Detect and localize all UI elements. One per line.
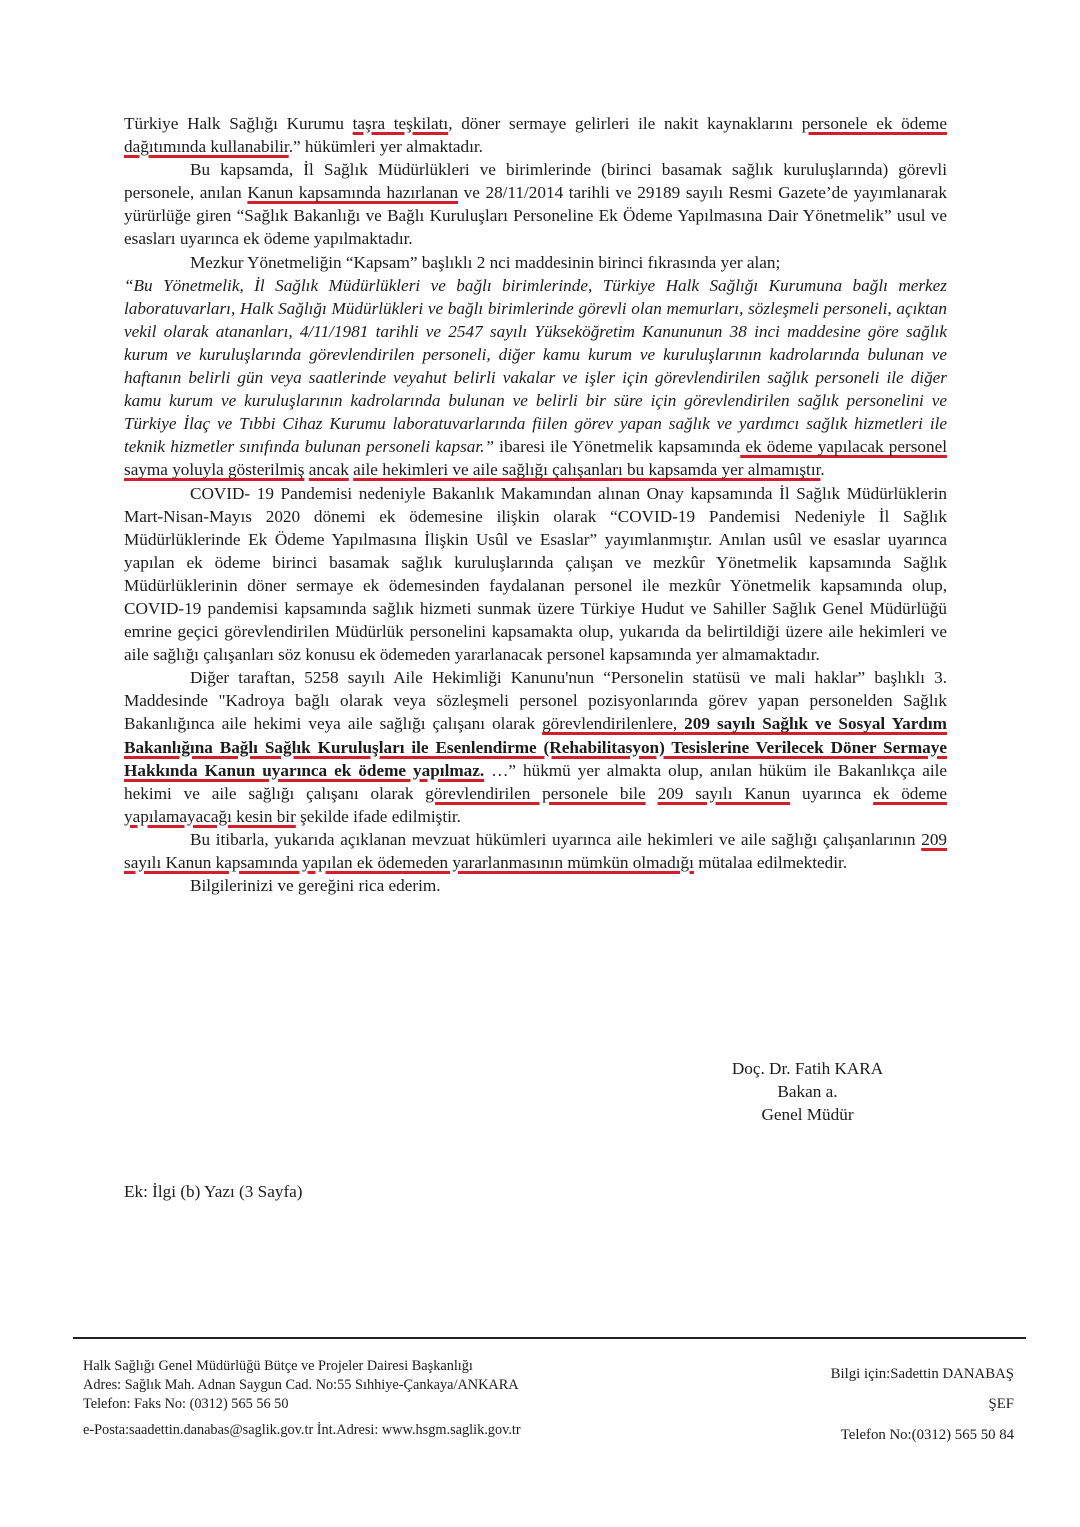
info-contact-title: ŞEF (988, 1396, 1014, 1412)
highlighted-text: Kanun kapsamında hazırlanan (247, 183, 459, 203)
footer-email: e-Posta:saadettin.danabas@saglik.gov.tr İnt.Adresi: www.hsgm.saglik.gov.tr (83, 1422, 521, 1438)
paragraph-4 (124, 274, 947, 482)
signatory-title: Genel Müdür (761, 1105, 854, 1124)
bold-highlighted-text: 209 sayılı Sağlık ve Sosyal Yardım Bakanlığına Bağlı Sağlık Kuruluşları ile Esenlendirme (Rehabilitasyon) Tesislerine Verilecek Döner Sermaye Hakkında Kanun uyarınca ek ödeme yapılmaz. (124, 714, 947, 780)
attachment-note: Ek: İlgi (b) Yazı (3 Sayfa) (124, 1182, 303, 1201)
highlighted-text: 209 sayılı Kanun (657, 783, 791, 803)
text: Bu itibarla, yukarıda açıklanan mevzuat hükümleri uyarınca aile hekimleri ve aile sağlığı çalışanlarının (190, 829, 922, 849)
footer-divider (73, 1337, 1026, 1339)
highlighted-text: görevlendirilenlere, (542, 714, 685, 734)
letter-body (124, 112, 947, 897)
text: ve 28/11/2014 tarihli ve 29189 sayılı Resmi Gazete’de yayımlanarak yürürlüğe giren “Sağlık Bakanlığı ve Bağlı Kuruluşları Personeline Ek Ödeme Yapılmasına Dair Yönetmelik” usul ve esasları uyarınca ek ödeme yapılmaktadır. (124, 183, 947, 249)
paragraph-1 (124, 112, 947, 158)
info-contact-name: Bilgi için:Sadettin DANABAŞ (830, 1366, 1014, 1382)
footer-phone: Telefon: Faks No: (0312) 565 56 50 (83, 1396, 289, 1412)
signatory-name: Doç. Dr. Fatih KARA (731, 1059, 884, 1078)
highlighted-text: 209 sayılı Kanun kapsamında yapılan ek ödemeden yararlanmasının mümkün olmadığı (124, 829, 947, 872)
text: ibaresi ile Yönetmelik kapsamında (494, 437, 741, 457)
footer-address: Adres: Sağlık Mah. Adnan Saygun Cad. No:55 Sıhhiye-Çankaya/ANKARA (83, 1377, 519, 1393)
text: , döner sermaye gelirleri ile nakit kaynaklarını (448, 114, 802, 133)
regulation-quote: “Bu Yönetmelik, İl Sağlık Müdürlükleri ve bağlı birimlerinde, Türkiye Halk Sağlığı Kurumuna bağlı merkez laboratuvarları, Halk Sağlığı Müdürlükleri ve bağlı birimlerinde görevli olan memurları, sözleşmeli personeli, açıktan vekil olarak atananları, 4/11/1981 tarihli ve 2547 sayılı Yükseköğretim Kanununun 38 inci maddesine göre sağlık kurum ve kuruluşlarında görevlendirilen personeli, diğer kamu kurum ve kuruluşlarının kadrolarında bulunan ve haftanın belirli gün veya saatlerinde veyahut belirli vakalar ve işler için görevlendirilen sağlık personeli ile diğer kamu kurum ve kuruluşlarının kadrolarında bulunan ve belirli bir süre için görevlendirilen sağlık personelini ve Türkiye İlaç ve Tıbbi Cihaz Kurumu laboratuvarlarında fiilen görev yapan sağlık ve yardımcı sağlık hizmetleri ile teknik hizmetler sınıfında bulunan personeli kapsar.” (124, 275, 947, 457)
text: mütalaa edilmektedir. (693, 853, 848, 872)
info-contact-phone: Telefon No:(0312) 565 50 84 (840, 1427, 1014, 1443)
text: Türkiye Halk Sağlığı Kurumu (124, 114, 353, 133)
highlighted-text: personele ek ödeme dağıtımında kullanabilir (124, 114, 947, 157)
footer-contact-info (83, 1357, 521, 1440)
text: şekilde ifade edilmiştir. (295, 806, 461, 826)
text: .” hükümleri yer almaktadır. (288, 137, 483, 157)
highlighted-text: görevlendirilen personele bile (425, 783, 646, 803)
text: …” hükmü yer almakta olup, anılan hüküm ile Bakanlıkça aile hekimi ve aile sağlığı çalışanı olarak (124, 760, 948, 803)
text (646, 784, 658, 803)
paragraph-7 (124, 828, 947, 874)
highlighted-text: ek ödeme yapılamayacağı kesin bir (124, 783, 948, 826)
highlighted-text: aile hekimleri ve aile sağlığı çalışanları bu kapsamda yer almamıştır (353, 460, 821, 480)
closing-line: Bilgilerinizi ve gereğini rica ederim. (190, 876, 441, 896)
signature-block (700, 1057, 915, 1126)
text: . (820, 460, 825, 480)
highlighted-text: taşra teşkilatı (352, 114, 449, 133)
paragraph-5: COVID- 19 Pandemisi nedeniyle Bakanlık Makamından alınan Onay kapsamında İl Sağlık Müdürlüklerin Mart-Nisan-Mayıs 2020 dönemi ek ödemesine ilişkin olarak “COVID-19 Pandemisi Nedeniyle İl Sağlık Müdürlüklerinde Ek Ödeme Yapılmasına İlişkin Usûl ve Esaslar” yayımlanmıştır. Anılan usûl ve esaslar uyarınca yapılan ek ödeme birinci basamak sağlık kuruluşlarında çalışan ve mezkûr Yönetmelik kapsamında Sağlık Müdürlüklerinin döner sermaye ek ödemesinden faydalanan personel ile mezkûr Yönetmelik kapsamında olup, COVID-19 pandemisi kapsamında sağlık hizmeti sunmak üzere Türkiye Hudut ve Sahiller Sağlık Genel Müdürlüğü emrine geçici görevlendirilen Müdürlük personelini kapsamakta olup, yukarıda da belirtildiği üzere aile hekimleri ve aile sağlığı çalışanları söz konusu ek ödemeden yararlanacak personel kapsamında yer almamaktadır. (124, 483, 947, 665)
footer-info-contact (831, 1366, 1014, 1444)
paragraph-3: Mezkur Yönetmeliğin “Kapsam” başlıklı 2 nci maddesinin birinci fıkrasında yer alan; (190, 252, 781, 272)
paragraph-2 (124, 158, 947, 250)
highlighted-text: ek ödeme yapılacak personel sayma yoluyla gösterilmiş (124, 437, 947, 480)
paragraph-6 (124, 666, 947, 828)
text: Bu kapsamda, İl Sağlık Müdürlükleri ve birimlerinde (birinci basamak sağlık kuruluşlarında) görevli personele, anılan (124, 160, 947, 203)
text: Diğer taraftan, 5258 sayılı Aile Hekimliği Kanunu'nun “Personelin statüsü ve mali haklar” başlıklı 3. Maddesinde "Kadroya bağlı olarak veya sözleşmeli personel pozisyonlarında görev yapan personelden Sağlık Bakanlığınca aile hekimi veya aile sağlığı çalışanı olarak (124, 668, 947, 734)
signatory-delegation: Bakan a. (777, 1082, 838, 1101)
highlighted-text: ancak (308, 460, 349, 480)
text: uyarınca (790, 783, 874, 803)
footer-org: Halk Sağlığı Genel Müdürlüğü Bütçe ve Projeler Dairesi Başkanlığı (83, 1358, 473, 1374)
